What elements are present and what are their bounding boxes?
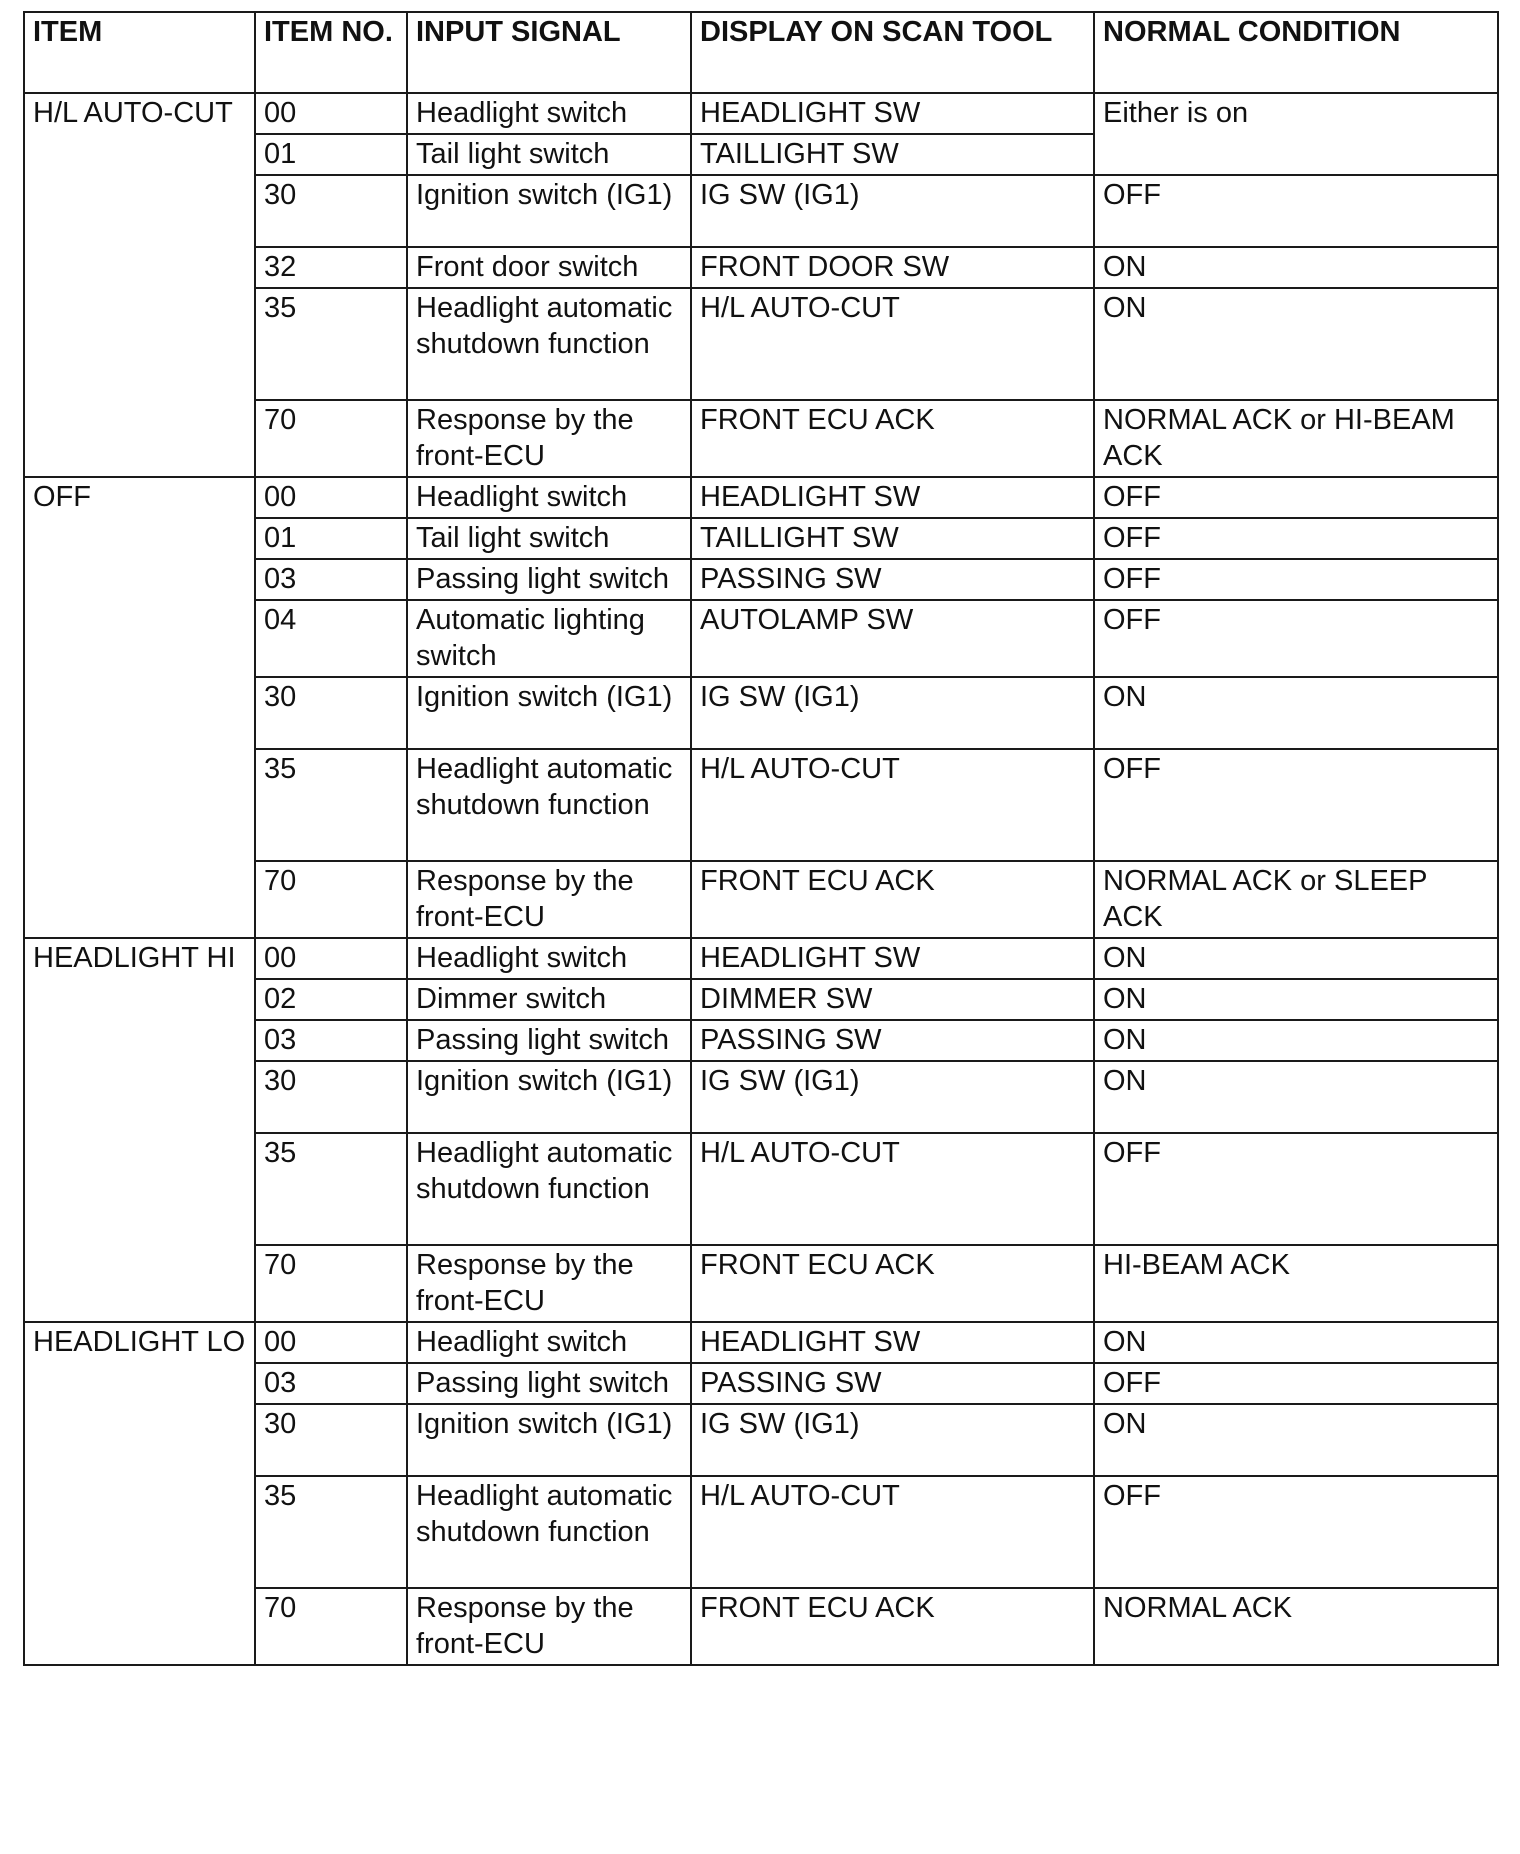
input-signal-cell: Headlight switch (407, 1322, 691, 1363)
normal-condition-cell: ON (1094, 979, 1498, 1020)
display-cell: HEADLIGHT SW (691, 938, 1094, 979)
item-no-cell: 70 (255, 400, 407, 477)
group-item-cell: HEADLIGHT LO (24, 1322, 255, 1665)
normal-condition-cell: ON (1094, 1061, 1498, 1133)
normal-condition-cell: ON (1094, 938, 1498, 979)
normal-condition-cell: OFF (1094, 600, 1498, 677)
item-no-cell: 30 (255, 677, 407, 749)
table-row (24, 477, 1498, 518)
display-cell: TAILLIGHT SW (691, 134, 1094, 175)
input-signal-cell: Tail light switch (407, 134, 691, 175)
item-no-cell: 00 (255, 1322, 407, 1363)
item-no-cell: 70 (255, 861, 407, 938)
normal-condition-cell: ON (1094, 677, 1498, 749)
input-signal-cell: Front door switch (407, 247, 691, 288)
input-signal-cell: Headlight automatic shutdown function (407, 1133, 691, 1245)
normal-condition-cell: OFF (1094, 1133, 1498, 1245)
input-signal-cell: Headlight automatic shutdown function (407, 1476, 691, 1588)
input-signal-cell: Ignition switch (IG1) (407, 1061, 691, 1133)
normal-condition-cell: ON (1094, 288, 1498, 400)
normal-condition-cell: OFF (1094, 1476, 1498, 1588)
scan-tool-data-table (23, 11, 1499, 1666)
normal-condition-cell: NORMAL ACK or SLEEP ACK (1094, 861, 1498, 938)
input-signal-cell: Ignition switch (IG1) (407, 175, 691, 247)
item-no-cell: 01 (255, 518, 407, 559)
normal-condition-cell: ON (1094, 1322, 1498, 1363)
input-signal-cell: Headlight switch (407, 477, 691, 518)
normal-condition-cell: OFF (1094, 559, 1498, 600)
table-row (24, 1322, 1498, 1363)
input-signal-cell: Response by the front-ECU (407, 400, 691, 477)
display-cell: FRONT DOOR SW (691, 247, 1094, 288)
item-no-cell: 03 (255, 1363, 407, 1404)
input-signal-cell: Response by the front-ECU (407, 861, 691, 938)
display-cell: HEADLIGHT SW (691, 93, 1094, 134)
input-signal-cell: Passing light switch (407, 1020, 691, 1061)
input-signal-cell: Headlight switch (407, 93, 691, 134)
input-signal-cell: Passing light switch (407, 559, 691, 600)
input-signal-cell: Passing light switch (407, 1363, 691, 1404)
display-cell: PASSING SW (691, 1363, 1094, 1404)
input-signal-cell: Tail light switch (407, 518, 691, 559)
item-no-cell: 02 (255, 979, 407, 1020)
display-cell: PASSING SW (691, 559, 1094, 600)
item-no-cell: 30 (255, 175, 407, 247)
header-item: ITEM (24, 12, 255, 93)
input-signal-cell: Dimmer switch (407, 979, 691, 1020)
input-signal-cell: Headlight switch (407, 938, 691, 979)
header-item-no: ITEM NO. (255, 12, 407, 93)
group-item-cell: H/L AUTO-CUT (24, 93, 255, 477)
display-cell: HEADLIGHT SW (691, 1322, 1094, 1363)
header-display-on-scan-tool: DISPLAY ON SCAN TOOL (691, 12, 1094, 93)
normal-condition-cell: ON (1094, 247, 1498, 288)
item-no-cell: 30 (255, 1061, 407, 1133)
item-no-cell: 30 (255, 1404, 407, 1476)
item-no-cell: 32 (255, 247, 407, 288)
display-cell: FRONT ECU ACK (691, 1245, 1094, 1322)
item-no-cell: 35 (255, 288, 407, 400)
item-no-cell: 00 (255, 477, 407, 518)
group-item-cell: HEADLIGHT HI (24, 938, 255, 1322)
item-no-cell: 35 (255, 1476, 407, 1588)
item-no-cell: 03 (255, 1020, 407, 1061)
display-cell: H/L AUTO-CUT (691, 288, 1094, 400)
display-cell: FRONT ECU ACK (691, 400, 1094, 477)
item-no-cell: 35 (255, 749, 407, 861)
group-item-cell: OFF (24, 477, 255, 938)
display-cell: TAILLIGHT SW (691, 518, 1094, 559)
normal-condition-cell: OFF (1094, 518, 1498, 559)
display-cell: H/L AUTO-CUT (691, 1476, 1094, 1588)
normal-condition-cell: OFF (1094, 749, 1498, 861)
normal-condition-cell: HI-BEAM ACK (1094, 1245, 1498, 1322)
header-normal-condition: NORMAL CONDITION (1094, 12, 1498, 93)
display-cell: AUTOLAMP SW (691, 600, 1094, 677)
input-signal-cell: Ignition switch (IG1) (407, 677, 691, 749)
display-cell: IG SW (IG1) (691, 1061, 1094, 1133)
display-cell: FRONT ECU ACK (691, 1588, 1094, 1665)
item-no-cell: 04 (255, 600, 407, 677)
input-signal-cell: Headlight automatic shutdown function (407, 288, 691, 400)
normal-condition-cell: OFF (1094, 175, 1498, 247)
input-signal-cell: Response by the front-ECU (407, 1245, 691, 1322)
display-cell: DIMMER SW (691, 979, 1094, 1020)
input-signal-cell: Headlight automatic shutdown function (407, 749, 691, 861)
display-cell: IG SW (IG1) (691, 677, 1094, 749)
normal-condition-cell: OFF (1094, 1363, 1498, 1404)
normal-condition-cell: ON (1094, 1404, 1498, 1476)
input-signal-cell: Automatic lighting switch (407, 600, 691, 677)
input-signal-cell: Response by the front-ECU (407, 1588, 691, 1665)
header-input-signal: INPUT SIGNAL (407, 12, 691, 93)
scan-tool-data-table-sheet (23, 11, 1497, 1666)
display-cell: H/L AUTO-CUT (691, 749, 1094, 861)
table-row (24, 938, 1498, 979)
header-row (24, 12, 1498, 93)
display-cell: FRONT ECU ACK (691, 861, 1094, 938)
item-no-cell: 01 (255, 134, 407, 175)
normal-condition-cell: NORMAL ACK (1094, 1588, 1498, 1665)
display-cell: H/L AUTO-CUT (691, 1133, 1094, 1245)
display-cell: PASSING SW (691, 1020, 1094, 1061)
normal-condition-cell: ON (1094, 1020, 1498, 1061)
item-no-cell: 70 (255, 1588, 407, 1665)
item-no-cell: 35 (255, 1133, 407, 1245)
item-no-cell: 03 (255, 559, 407, 600)
normal-condition-cell: OFF (1094, 477, 1498, 518)
normal-condition-cell: Either is on (1094, 93, 1498, 175)
normal-condition-cell: NORMAL ACK or HI-BEAM ACK (1094, 400, 1498, 477)
table-row (24, 93, 1498, 134)
input-signal-cell: Ignition switch (IG1) (407, 1404, 691, 1476)
item-no-cell: 00 (255, 93, 407, 134)
item-no-cell: 00 (255, 938, 407, 979)
display-cell: IG SW (IG1) (691, 1404, 1094, 1476)
item-no-cell: 70 (255, 1245, 407, 1322)
display-cell: HEADLIGHT SW (691, 477, 1094, 518)
display-cell: IG SW (IG1) (691, 175, 1094, 247)
